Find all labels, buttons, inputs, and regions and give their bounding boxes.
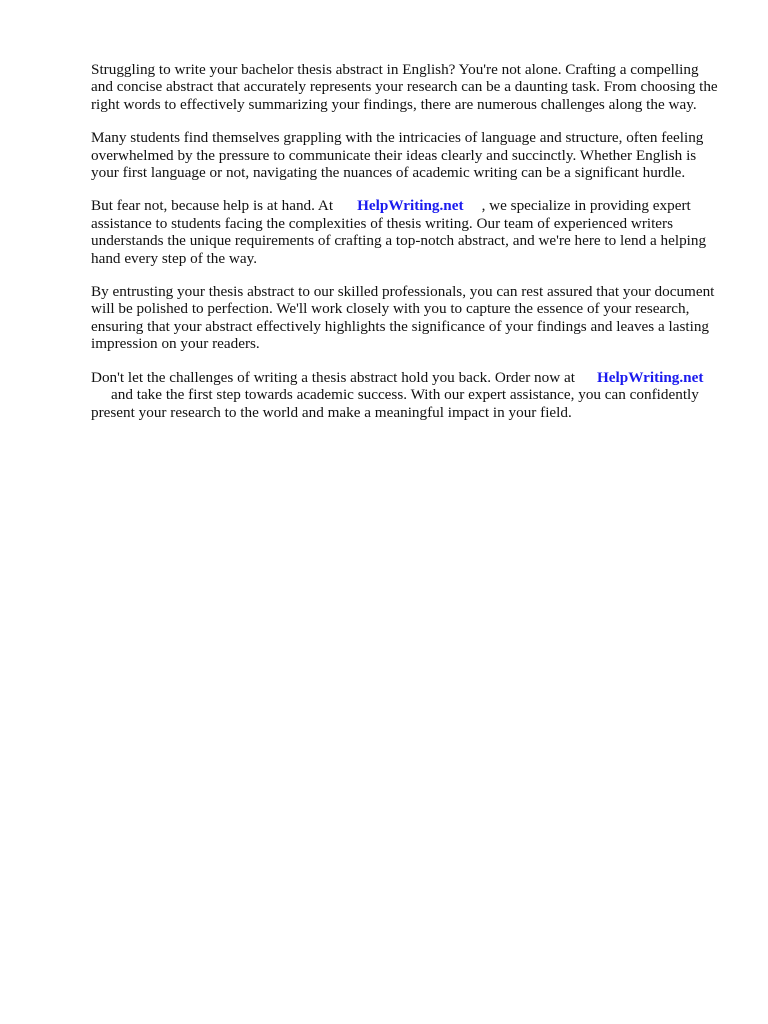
paragraph-intro: Struggling to write your bachelor thesis abstract in English? You're not alone. Crafting a compelling and concise abstract that accurately represents your research can be a daunting task. From choosing the right words to effectively summarizing your findings, there are numerous challenges along the way. xyxy=(91,61,718,113)
paragraph-help-rest: , we specialize in providing expert assistance to students facing the complexities of thesis writing. Our team of experienced writers understands the unique requirements of crafting a top-notch abstract, and we're here to lend a helping hand every step of the way. xyxy=(91,197,707,267)
paragraph-help xyxy=(91,197,721,267)
paragraph-professionals: By entrusting your thesis abstract to our skilled professionals, you can rest assured that your document will be polished to perfection. We'll work closely with you to capture the essence of your research, ensuring that your abstract effectively highlights the significance of your findings and leaves a lasting impression on your readers. xyxy=(91,283,715,353)
paragraph-challenges: Many students find themselves grappling with the intricacies of language and structure, often feeling overwhelmed by the pressure to communicate their ideas clearly and succinctly. Whether English is your first language or not, navigating the nuances of academic writing can be a significant hurdle. xyxy=(91,129,704,182)
document-body xyxy=(91,61,721,437)
helpwriting-link-2[interactable]: HelpWriting.net xyxy=(596,368,704,386)
paragraph-help-lead: But fear not, because help is at hand. At xyxy=(91,197,334,215)
paragraph-cta-rest: and take the first step towards academic success. With our expert assistance, you can confidently present your research to the world and make a meaningful impact in your field. xyxy=(91,386,699,421)
paragraph-cta xyxy=(91,369,721,421)
paragraph-cta-lead: Don't let the challenges of writing a thesis abstract hold you back. Order now at xyxy=(91,368,575,386)
helpwriting-link-1[interactable]: HelpWriting.net xyxy=(357,197,464,215)
